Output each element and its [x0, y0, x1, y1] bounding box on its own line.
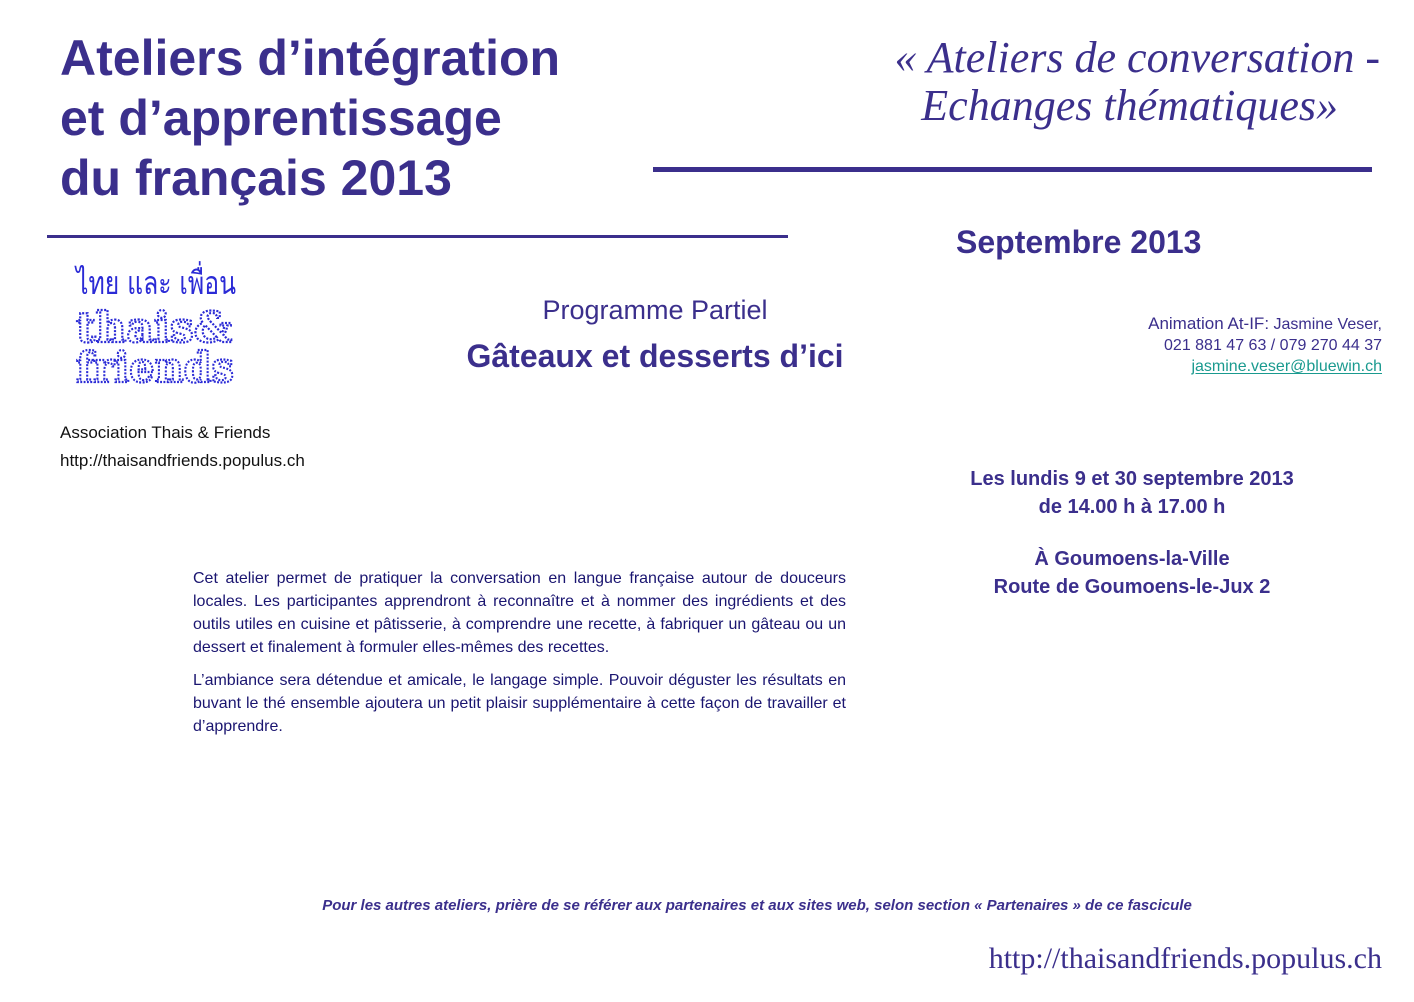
logo-line-2: friends [76, 343, 234, 392]
contact-block [1050, 313, 1382, 377]
logo-thai-text: ไทย และ เพื่อน [76, 264, 283, 302]
main-title-line-2: et d’apprentissage [60, 90, 502, 146]
association-name: Association Thais & Friends [60, 423, 271, 442]
footer-note: Pour les autres ateliers, prière de se référer aux partenaires et aux sites web, selon section « Partenaires » de ce fascicule [322, 897, 1192, 914]
programme-label: Programme Partiel [542, 295, 768, 325]
footer-url[interactable]: http://thaisandfriends.populus.ch [988, 942, 1382, 975]
description [193, 567, 846, 748]
logo-line-1: thais& [76, 303, 233, 352]
programme-theme: Gâteaux et desserts d’ici [466, 338, 844, 374]
contact-email-link[interactable]: jasmine.veser@bluewin.ch [1191, 358, 1382, 375]
header-divider-right [653, 167, 1372, 172]
location-address: Route de Goumoens-le-Jux 2 [993, 576, 1271, 598]
thais-friends-logo [72, 252, 283, 392]
association-url: http://thaisandfriends.populus.ch [60, 451, 305, 470]
schedule-block [930, 465, 1334, 521]
description-paragraph-1: Cet atelier permet de pratiquer la conversation en langue française autour de douceurs locales. Les participantes apprendront à reconnaître et à nommer des ingrédients et des outils utiles en cuisine et pâtisserie, à comprendre une recette, à fabriquer un gâteau ou un dessert et finalement à formuler elles-mêmes des recettes. [193, 570, 846, 656]
subtitle-line-1: « Ateliers de conversation - [894, 33, 1380, 82]
main-title-line-3: du français 2013 [60, 150, 452, 206]
schedule-dates: Les lundis 9 et 30 septembre 2013 [970, 468, 1294, 490]
programme-block [420, 294, 890, 376]
contact-name: Jasmine Veser, [1273, 316, 1382, 333]
subtitle-line-2: Echanges thématiques» [921, 81, 1338, 130]
subtitle [820, 34, 1380, 130]
contact-phones: 021 881 47 63 / 079 270 44 37 [1164, 337, 1382, 354]
main-title-line-1: Ateliers d’intégration [60, 30, 561, 86]
association-info [60, 419, 305, 475]
description-paragraph-2: L’ambiance sera détendue et amicale, le langage simple. Pouvoir déguster les résultats en buvant le thé ensemble ajoutera un petit plaisir supplémentaire à cette façon de travailler et d’apprendre. [193, 672, 846, 735]
location-town: À Goumoens-la-Ville [1034, 548, 1230, 570]
schedule-hours: de 14.00 h à 17.00 h [1038, 496, 1226, 518]
location-block [930, 545, 1334, 601]
contact-label: Animation At-IF: [1148, 314, 1270, 333]
main-title [60, 28, 660, 208]
header-divider-left [47, 235, 788, 238]
month-heading: Septembre 2013 [956, 224, 1202, 260]
